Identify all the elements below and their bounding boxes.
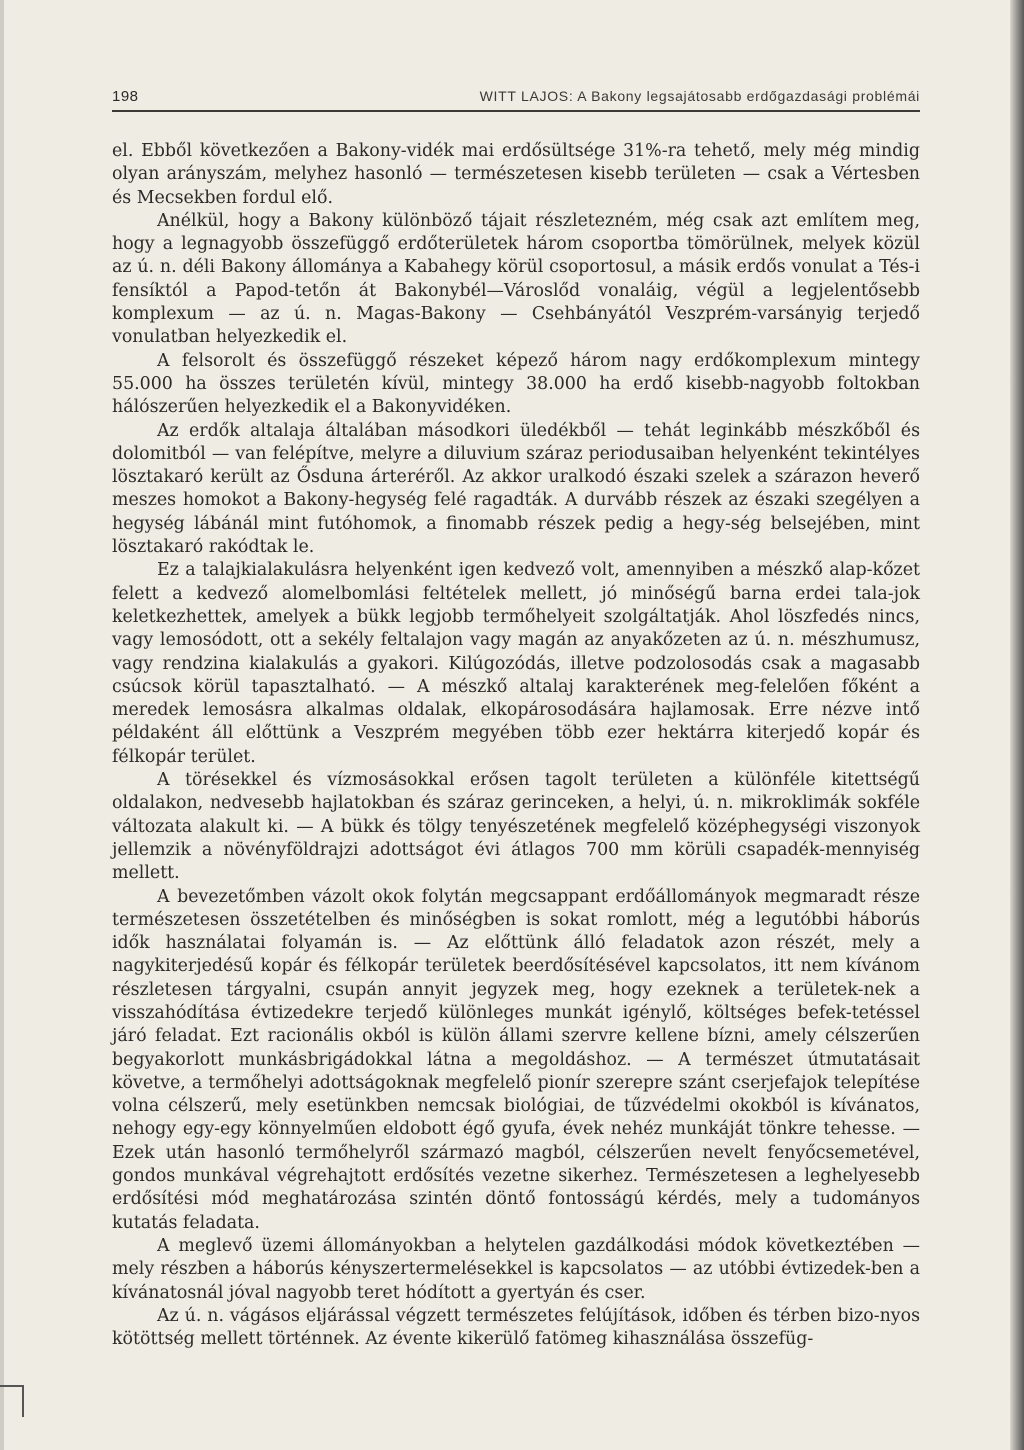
paragraph: Ez a talajkialakulásra helyenként igen kedvező volt, amennyiben a mészkő alap-kőzet felett a kedvező alomelbomlási feltételek mellett, jó minőségű barna erdei tala-jok keletkezhettek, amelyek a bükk legjobb termőhelyeit szolgáltatják. Ahol löszfedés nincs, vagy lemosódott, ott a sekély feltalajon vagy magán az anyakőzeten az ú. n. mészhumusz, vagy rendzina kialakulás a gyakori. Kilúgozódás, illetve podzolosodás csak a magasabb csúcsok körül tapasztalható. — A mészkő altalaj karakterének meg-felelően főként a meredek lemosásra alkalmas oldalak, elkopárosodására hajlamosak. Erre nézve intő példaként áll előttünk a Veszprém megyében több ezer hektárra kiterjedő kopár és félkopár terület. — [112, 560, 920, 767]
paragraph: el. Ebből következően a Bakony-vidék mai erdősültsége 31%-ra tehető, mely még mindig olyan arányszám, melyhez hasonló — természetesen kisebb területen — csak a Vértesben és Mecsekben fordul elő. — [112, 141, 920, 208]
article-body — [112, 140, 920, 1351]
page-edge-right — [1010, 0, 1024, 1450]
paragraph: Az erdők altalaja általában másodkori üledékből — tehát leginkább mészkőből és dolomitból — van felépítve, melyre a diluvium száraz periodusaiban helyenként tekintélyes lösztakaró került az Ősduna árteréről. Az akkor uralkodó északi szelek a szárazon heverő meszes homokot a Bakony-hegység felé ragadták. A durvább részek az északi szegélyen a hegység lábánál mint futóhomok, a finomabb részek pedig a hegy-ség belsejében, mint lösztakaró rakódtak le. — [112, 420, 920, 558]
paragraph: A bevezetőmben vázolt okok folytán megcsappant erdőállományok megmaradt része természetesen összetételben és minőségben is sokat romlott, még a legutóbbi háborús idők használatai folyamán is. — Az előttünk álló feladatok azon részét, mely a nagykiterjedésű kopár és félkopár területek beerdősítésével kapcsolatos, itt nem kívánom részletesen tárgyalni, csupán annyit jegyzek meg, hogy ezeknek a területek-nek a visszahódítása évtizedekre terjedő különleges munkát igénylő, költséges befek-tetéssel járó feladat. Ezt racionális okból is külön állami szervre kellene bízni, amely célszerűen begyakorlott munkásbrigádokkal látna a megoldáshoz. — A természet útmutatásait követve, a termőhelyi adottságoknak megfelelő pionír szerepre szánt cserjefajok telepítése volna célszerű, mely esetünkben nemcsak biológiai, de tűzvédelmi okokból is kívánatos, nehogy egy-egy könnyelműen eldobott égő gyufa, évek nehéz munkáját tönkre tehesse. — Ezek után hasonló termőhelyről származó magból, célszerűen nevelt fenyőcsemetével, gondos munkával végrehajtott erdősítés vezetne sikerhez. Természetesen a leghelyesebb erdősítési mód meghatározása szintén döntő fontosságú kérdés, mely a tudományos kutatás feladata. — [112, 886, 920, 1233]
paragraph: A törésekkel és vízmosásokkal erősen tagolt területen a különféle kitettségű oldalakon, nedvesebb hajlatokban és száraz gerinceken, a helyi, ú. n. mikroklimák sokféle változata alakult ki. — A bükk és tölgy tenyészetének megfelelő középhegységi viszonyok jellemzik a növényföldrajzi adottságot évi átlagos 700 mm körüli csapadék-mennyiség mellett. — [112, 770, 920, 884]
paragraph: Anélkül, hogy a Bakony különböző tájait részletezném, még csak azt említem meg, hogy a legnagyobb összefüggő erdőterületek három csoportba tömörülnek, melyek közül az ú. n. déli Bakony állománya a Kabahegy körül csoportosul, a másik erdős vonulat a Tés-i fensíktól a Papod-tetőn át Bakonybél—Városlőd vonaláig, végül a legjelentősebb komplexum — az ú. n. Magas-Bakony — Csehbányától Veszprém-varsányig terjedő vonulatban helyezkedik el. — [112, 210, 920, 348]
paragraph: Az ú. n. vágásos eljárással végzett természetes felújítások, időben és térben bizo-nyos kötöttség mellett történnek. Az évente kikerülő fatömeg kihasználása összefüg- — [112, 1305, 920, 1350]
paragraph: A felsorolt és összefüggő részeket képező három nagy erdőkomplexum mintegy 55.000 ha összes területén kívül, mintegy 38.000 ha erdő kisebb-nagyobb foltokban hálószerűen helyezkedik el a Bakonyvidéken. — [112, 350, 920, 418]
running-title: WITT LAJOS: A Bakony legsajátosabb erdőgazdasági problémái — [479, 88, 920, 104]
page-edge-left — [0, 0, 4, 1450]
paragraph: A meglevő üzemi állományokban a helytelen gazdálkodási módok következtében — mely részben a háborús kényszertermelésekkel is kapcsolatos — az utóbbi évtizedek-ben a kívánatosnál jóval nagyobb teret hódított a gyertyán és cser. — [112, 1235, 920, 1303]
crop-mark — [0, 1385, 24, 1417]
page-number: 198 — [112, 88, 139, 105]
page-header — [112, 84, 920, 112]
